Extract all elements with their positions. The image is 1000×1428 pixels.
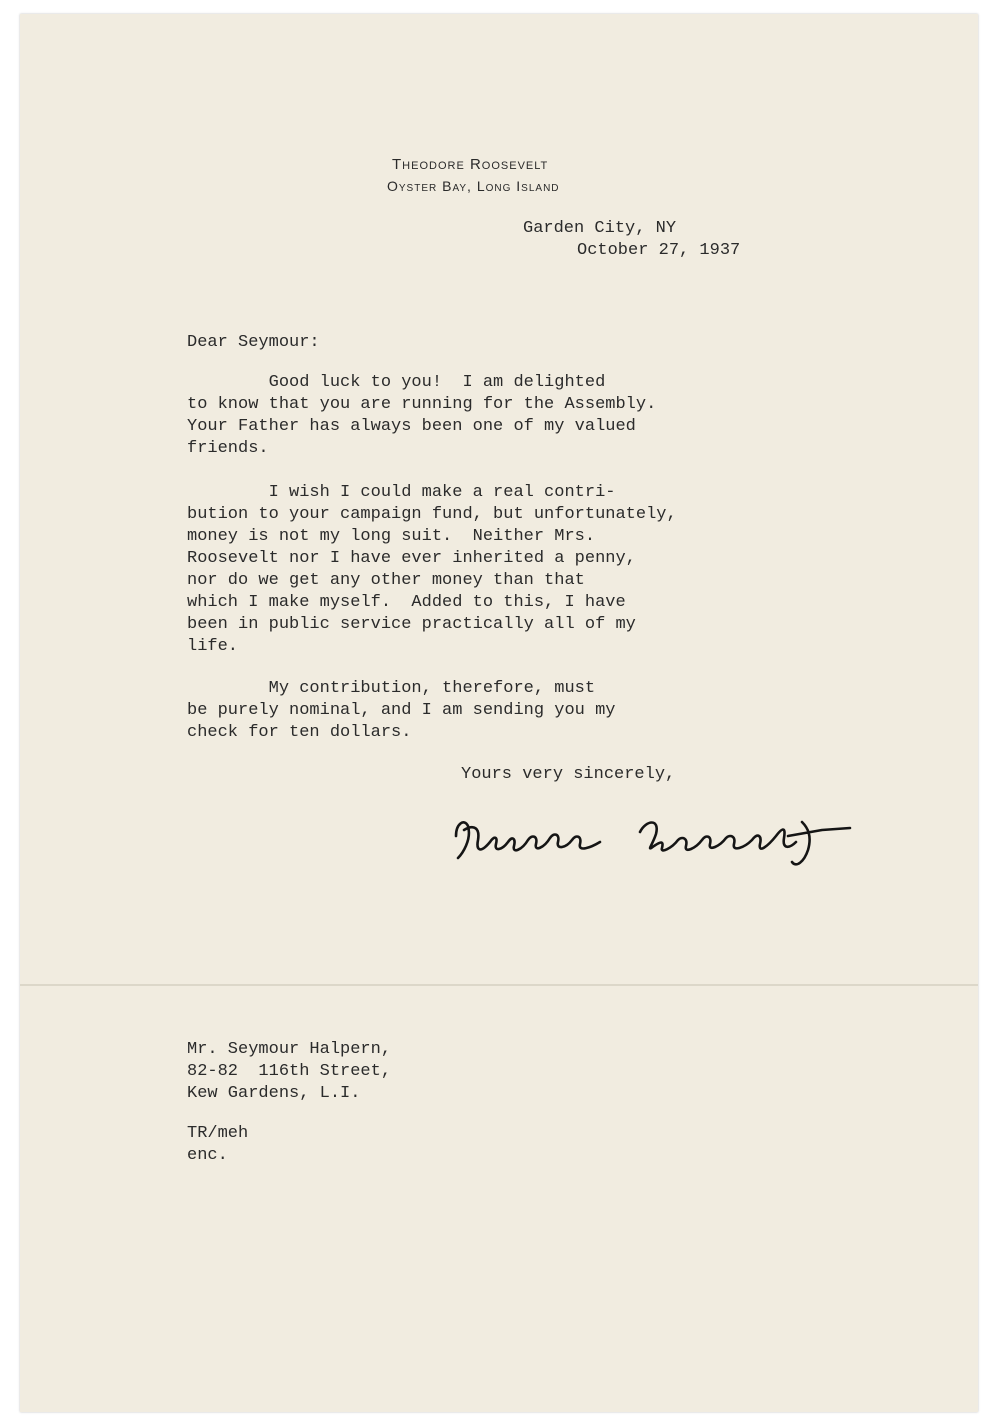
salutation: Dear Seymour: [187, 333, 320, 352]
letter-sheet [20, 14, 978, 1412]
reference-initials: TR/meh [187, 1124, 249, 1143]
signature [450, 806, 870, 876]
address-line-2: 82-82 116th Street, [187, 1062, 392, 1081]
enclosure-note: enc. [187, 1146, 228, 1165]
address-line-3: Kew Gardens, L.I. [187, 1084, 361, 1103]
dateline-location: Garden City, NY [523, 219, 677, 238]
letterhead-place: Oyster Bay, Long Island [387, 178, 560, 194]
address-line-1: Mr. Seymour Halpern, [187, 1040, 392, 1059]
closing: Yours very sincerely, [461, 765, 676, 784]
dateline-date: October 27, 1937 [577, 241, 741, 260]
paragraph-1: Good luck to you! I am delighted to know that you are running for the Assembly. Your Father has always been one of my valued friends. [187, 373, 657, 458]
fold-crease [20, 984, 978, 986]
paragraph-3: My contribution, therefore, must be purely nominal, and I am sending you my check for ten dollars. [187, 679, 616, 742]
letterhead-name: Theodore Roosevelt [392, 156, 549, 173]
paragraph-2: I wish I could make a real contri- bution to your campaign fund, but unfortunately, money is not my long suit. Neither Mrs. Roosevelt nor I have ever inherited a penny, nor do we get any other money than that which I make myself. Added to this, I have been in public service practically all of my life. [187, 483, 677, 656]
